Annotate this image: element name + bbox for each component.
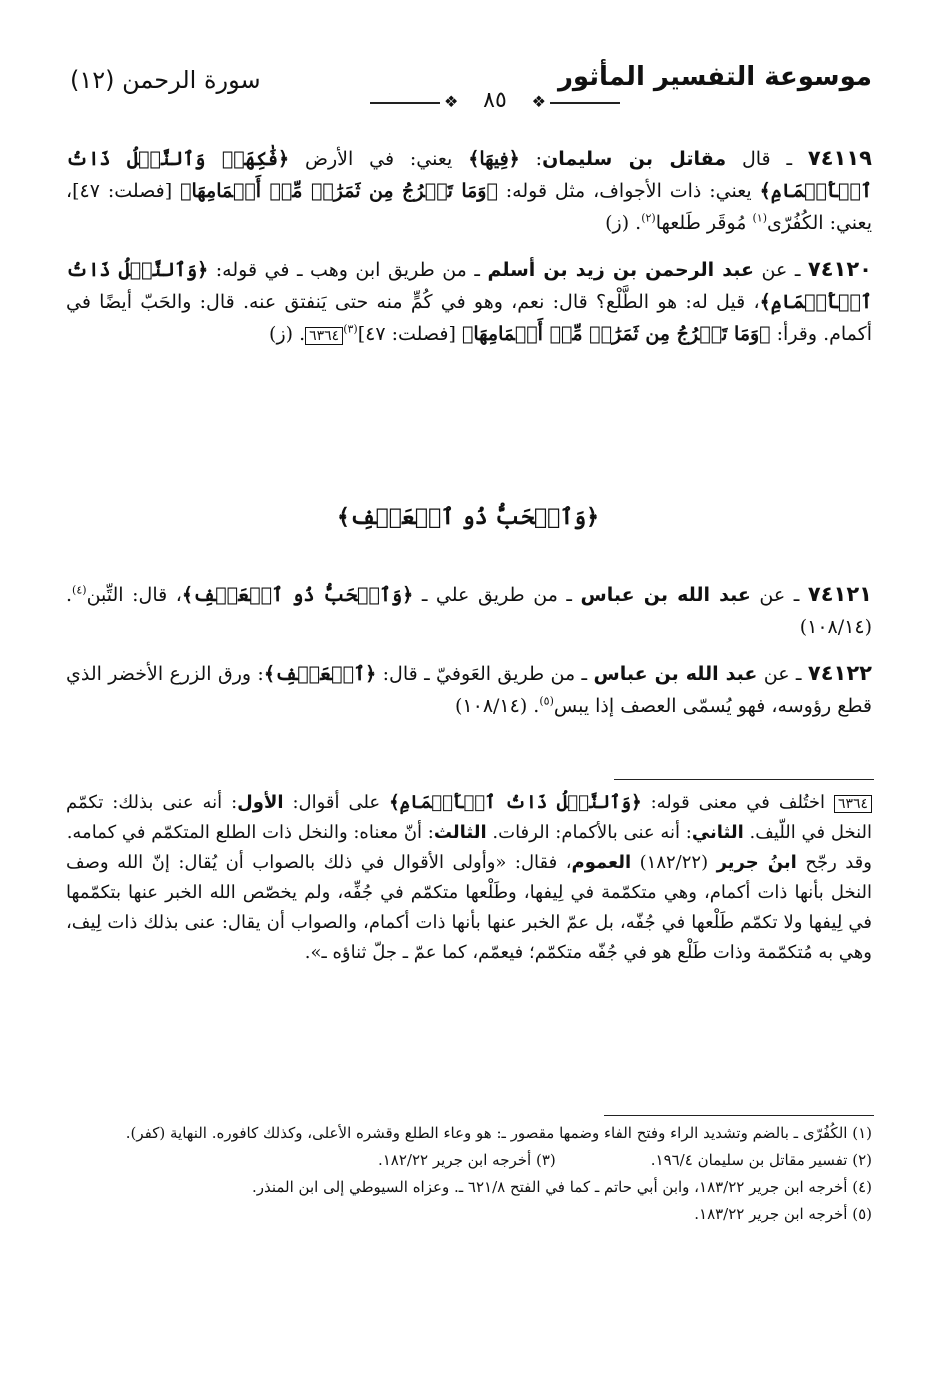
bold-term: العموم: [571, 852, 632, 873]
main-text-bottom: [66, 578, 872, 736]
page-number: ٨٥: [483, 88, 507, 113]
entry-74119: [66, 142, 872, 239]
text-run: ـ من طريق ابن وهب ـ في قوله:: [208, 259, 488, 281]
entry-number: ٧٤١٢٠: [807, 257, 872, 281]
entry-number: ٧٤١١٩: [807, 146, 872, 170]
footnote-1: (١) الكُفُرّى ـ بالضم وتشديد الراء وفتح الفاء وضمها مقصور ـ: هو وعاء الطلع وقشره الأعلى، وكذلك كافوره. النهاية (كفر).: [125, 1124, 872, 1142]
footnote-4: (٤) أخرجه ابن جرير ١٨٣/٢٢، وابن أبي حاتم ـ كما في الفتح ٦٢١/٨ ـ. وعزاه السيوطي إلى ابن المنذر.: [251, 1178, 872, 1196]
narrator-name: عبد الرحمن بن زيد بن أسلم: [487, 259, 754, 281]
footnote-row-2-3: [66, 1147, 872, 1174]
text-run: ـ من طريق علي ـ: [413, 584, 581, 606]
quran-verse: ﴿وَمَا تَخۡرُجُ مِن ثَمَرَٰتٖ مِّنۡ أَكۡمَامِهَا﴾: [461, 323, 771, 345]
text-run: : ورق الزرع الأخضر الذي قطع رؤوسه، فهو يُسمّى العصف إذا يبس: [66, 663, 872, 717]
note-paragraph-2: [66, 848, 872, 968]
text-run: : أنه عنى بذلك: تكمّم النخل في اللّيف.: [66, 792, 872, 843]
footnotes: [66, 1120, 872, 1228]
text-run: : أنه عنى بالأكمام: الرفات.: [486, 822, 692, 843]
ornament-right-icon: ❖: [531, 92, 546, 111]
footnote-ref: (٣): [343, 322, 358, 336]
text-run: ، قيل له: هو الطَّلْع؟ قال: نعم، وهو في كُمٍّ منه حتى يَنفتق عنه. قال: والحَبّ أيضًا في أكمام. وقرأ:: [66, 291, 872, 345]
note-separator: [614, 779, 874, 780]
text-run: (١٨٢/٢٢): [631, 852, 717, 873]
text-run: : أنّ معناه: والنخل ذات الطلع المتكمّم في كمامه.: [66, 822, 434, 843]
text-run: مُوقَر طَلعها: [655, 212, 753, 234]
text-run: ـ من طريق العَوفيّ ـ قال:: [376, 663, 594, 685]
entry-number: ٧٤١٢٢: [807, 661, 872, 685]
bold-term: الأول: [237, 792, 284, 813]
text-run: :: [519, 148, 543, 170]
text-run: . (١٠٨/١٤): [66, 584, 872, 638]
header-rule-right: [550, 102, 620, 104]
quran-verse: ﴿فِيهَا﴾: [468, 148, 520, 170]
text-run: ـ عن: [757, 663, 808, 685]
text-run: وقد رجّح: [796, 852, 872, 873]
ornament-left-icon: ❖: [444, 92, 459, 111]
text-run: ، قال: التِّبن: [86, 584, 182, 606]
quran-verse: ﴿ٱلۡعَصۡفِ﴾: [263, 663, 377, 685]
note-ref-box: ٦٣٦٤: [834, 795, 872, 813]
text-run: على أقوال:: [283, 792, 390, 813]
commentary-note: [66, 788, 872, 968]
footnote-ref: (١): [752, 211, 767, 225]
quran-verse: ﴿وَٱلنَّخۡلُ ذَاتُ ٱلۡأَكۡمَامِ﴾: [66, 259, 872, 313]
narrator-name: مقاتل بن سليمان: [542, 148, 727, 170]
quran-verse: ﴿وَمَا تَخۡرُجُ مِن ثَمَرَٰتٖ مِّنۡ أَكۡمَامِهَا﴾: [180, 180, 498, 202]
footnote-ref: (٤): [72, 583, 87, 597]
entry-74121: [66, 578, 872, 643]
text-run: اختُلف في معنى قوله:: [641, 792, 834, 813]
text-run: ـ عن: [753, 259, 808, 281]
main-text-top: [66, 142, 872, 364]
section-heading: ﴿وَٱلۡحَبُّ ذُو ٱلۡعَصۡفِ﴾: [336, 504, 600, 530]
quran-verse: ﴿فَٰكِهَةٞ وَٱلنَّخۡلُ ذَاتُ ٱلۡأَكۡمَامِ﴾: [66, 148, 872, 202]
text-run: ـ عن: [750, 584, 808, 606]
text-run: [فصلت: ٤٧]: [357, 323, 462, 345]
book-title: موسوعة التفسير المأثور: [557, 62, 872, 92]
note-ref-box: ٦٣٦٤: [305, 327, 343, 345]
text-run: ـ قال: [726, 148, 808, 170]
footnote-5: (٥) أخرجه ابن جرير ١٨٣/٢٢.: [694, 1205, 872, 1223]
footnote-separator: [604, 1115, 874, 1116]
page-number-ornament: [370, 90, 620, 118]
quran-verse: ﴿وَٱلنَّخۡلُ ذَاتُ ٱلۡأَكۡمَامِ﴾: [389, 792, 642, 813]
footnote-3: (٣) أخرجه ابن جرير ١٨٢/٢٢.: [377, 1151, 556, 1169]
text-run: . (ز): [605, 212, 642, 234]
footnote-ref: (٢): [641, 211, 656, 225]
text-run: . (١٠٨/١٤): [454, 695, 540, 717]
bold-term: الثالث: [433, 822, 487, 843]
narrator-name: عبد الله بن عباس: [593, 663, 758, 685]
entry-74122: [66, 657, 872, 722]
text-run: ، فقال: «وأولى الأقوال في ذلك بالصواب أن يُقال: إنّ الله وصف النخل بأنها ذات أكمام، وهي متكمّمة في لِيفها، وطَلْعها متكمّم في جُفِّه، ولم يخصّص الله الخبر عنها بتكمّمها في لِيفها ولا تكمّم طَلْعها في جُفّه، بل عمّ الخبر عنها بأنها ذات أكمام، والصواب أن يقال: عنى بذلك ذات لِيف، وهي به مُتكمّمة وذات طَلْع هو في جُفّه متكمّم؛ فيعمّم، كما عمّ ـ جلّ ثناؤه ـ».: [66, 852, 872, 963]
text-run: . (ز): [269, 323, 306, 345]
quran-verse: ﴿وَٱلۡحَبُّ ذُو ٱلۡعَصۡفِ﴾: [181, 584, 414, 606]
surah-name: سورة الرحمن (١٢): [70, 66, 261, 94]
bold-term: ابنُ جرير: [716, 852, 797, 873]
entry-number: ٧٤١٢١: [807, 582, 872, 606]
footnote-ref: (٥): [539, 694, 554, 708]
narrator-name: عبد الله بن عباس: [580, 584, 751, 606]
text-run: [فصلت: ٤٧]، يعني: الكُفُرّى: [66, 180, 872, 234]
text-run: يعني: ذات الأجواف، مثل قوله:: [497, 180, 760, 202]
footnote-2: (٢) تفسير مقاتل بن سليمان ١٩٦/٤.: [650, 1151, 872, 1169]
bold-term: الثاني: [691, 822, 744, 843]
text-run: يعني: في الأرض: [289, 148, 469, 170]
page-header: [70, 58, 872, 113]
note-paragraph-1: [66, 788, 872, 848]
entry-74120: [66, 253, 872, 350]
